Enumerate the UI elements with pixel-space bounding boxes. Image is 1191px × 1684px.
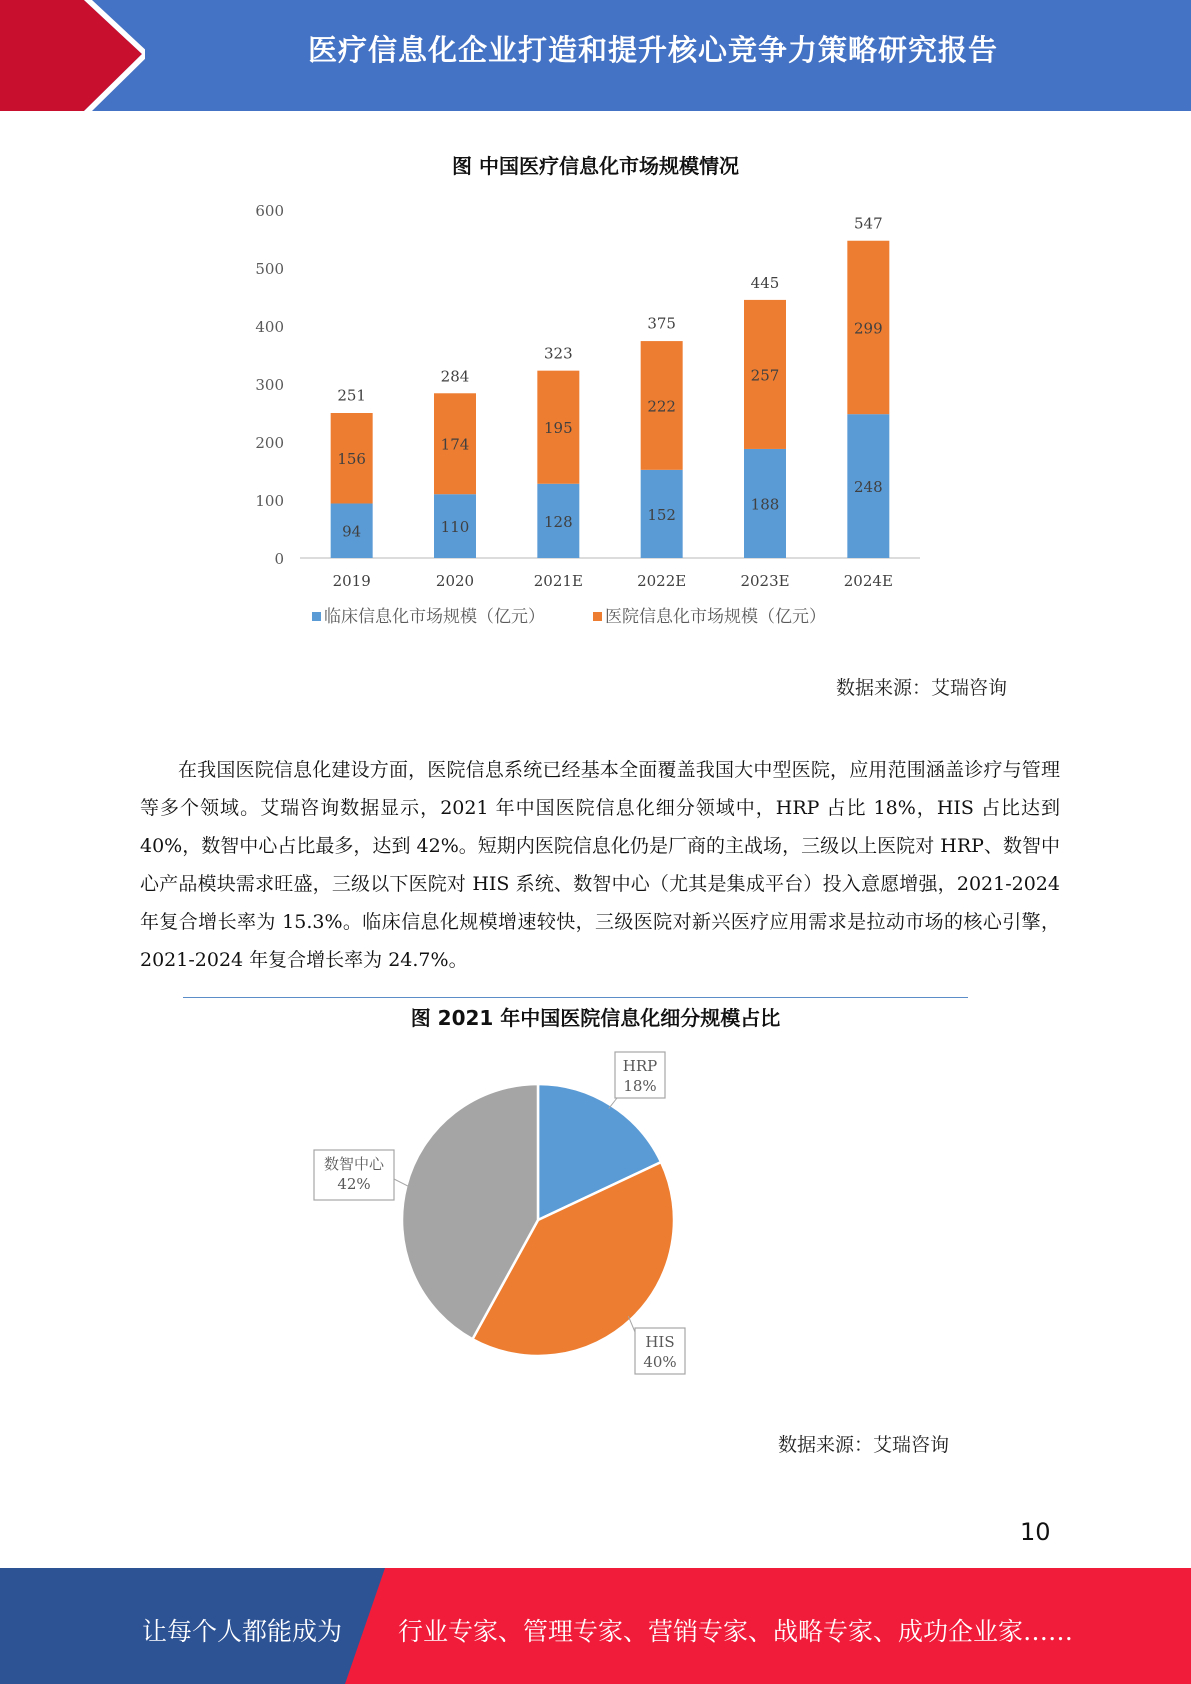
pie-slice-percent: 18% [623, 1077, 657, 1095]
bar-value-label: 128 [544, 512, 573, 531]
pie-slice-percent: 40% [643, 1353, 677, 1371]
header-chevron-decoration [0, 0, 145, 111]
figure-divider [183, 997, 968, 998]
bar-total-label: 323 [544, 344, 573, 363]
bar-chart-title: 图 中国医疗信息化市场规模情况 [452, 154, 739, 178]
x-tick-label: 2023E [740, 572, 790, 590]
pie-chart-title: 图 2021 年中国医院信息化细分规模占比 [410, 1006, 781, 1030]
pie-slice-percent: 42% [337, 1175, 371, 1193]
report-title: 医疗信息化企业打造和提升核心竞争力策略研究报告 [307, 33, 998, 67]
pie-slice-label: HIS [645, 1333, 675, 1351]
bar-total-label: 547 [854, 214, 883, 233]
pie-chart [290, 1040, 730, 1400]
bar-value-label: 94 [342, 522, 362, 541]
bar-value-label: 257 [750, 366, 780, 385]
bar-total-label: 284 [440, 367, 470, 386]
bar-total-label: 251 [337, 386, 366, 405]
stacked-bar-chart [240, 190, 940, 640]
pie-chart-source: 数据来源：艾瑞咨询 [778, 1434, 950, 1456]
y-tick-label: 400 [255, 318, 284, 336]
page-header [0, 0, 1191, 111]
page-number: 10 [1020, 1518, 1051, 1546]
legend-swatch [593, 612, 602, 621]
bar-value-label: 152 [647, 505, 676, 524]
legend-label: 医院信息化市场规模（亿元） [605, 607, 826, 627]
bar-value-label: 156 [337, 450, 366, 469]
body-paragraph: 在我国医院信息化建设方面，医院信息系统已经基本全面覆盖我国大中型医院，应用范围涵盖诊疗与管理等多个领域。艾瑞咨询数据显示，2021 年中国医院信息化细分领域中，HRP 占比 18%，HIS 占比达到 40%，数智中心占比最多，达到 42%。短期内医院信息化仍是厂商的主战场，三级以上医院对 HRP、数智中心产品模块需求旺盛，三级以下医院对 HIS 系统、数智中心（尤其是集成平台）投入意愿增强，2021-2024 年复合增长率为 15.3%。临床信息化规模增速较快，三级医院对新兴医疗应用需求是拉动市场的核心引擎，2021-2024 年复合增长率为 24.7%。 [140, 759, 1060, 971]
bar-value-label: 110 [440, 518, 470, 537]
x-tick-label: 2021E [533, 572, 583, 590]
x-tick-label: 2020 [435, 572, 475, 590]
x-tick-label: 2022E [637, 572, 687, 590]
y-tick-label: 600 [255, 202, 284, 220]
x-tick-label: 2019 [332, 572, 371, 590]
bar-total-label: 375 [647, 314, 676, 333]
x-tick-label: 2024E [843, 572, 893, 590]
y-tick-label: 300 [255, 376, 284, 394]
bar-value-label: 188 [750, 495, 780, 514]
bar-chart-source: 数据来源：艾瑞咨询 [836, 677, 1008, 699]
bar-value-label: 248 [854, 478, 883, 497]
footer-slogan-left: 让每个人都能成为 [142, 1617, 343, 1646]
bar-value-label: 174 [440, 435, 470, 454]
bar-total-label: 445 [750, 273, 780, 292]
bar-value-label: 195 [544, 419, 573, 438]
pie-slice-label: HRP [622, 1057, 658, 1075]
y-tick-label: 200 [255, 434, 284, 452]
y-tick-label: 0 [274, 550, 284, 568]
legend-label: 临床信息化市场规模（亿元） [324, 607, 545, 627]
bar-value-label: 299 [854, 319, 883, 338]
legend-swatch [312, 612, 321, 621]
bar-value-label: 222 [647, 397, 676, 416]
pie-slice-label: 数智中心 [323, 1155, 385, 1173]
y-tick-label: 500 [255, 260, 284, 278]
footer-slogan-right: 行业专家、管理专家、营销专家、战略专家、成功企业家…… [398, 1617, 1074, 1646]
y-tick-label: 100 [255, 492, 284, 510]
page-footer [0, 1568, 1191, 1684]
